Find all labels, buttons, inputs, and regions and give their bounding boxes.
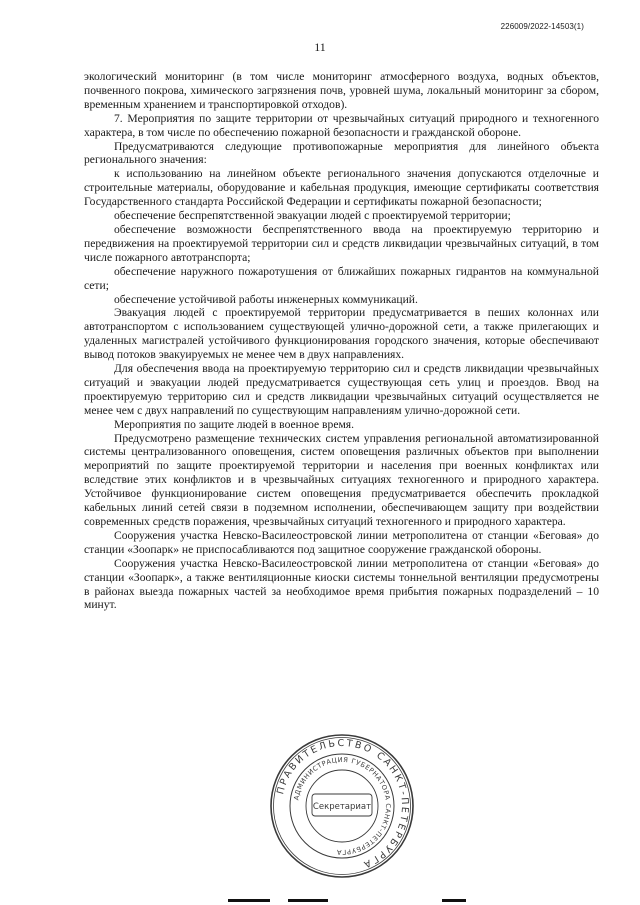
page-number: 11 <box>314 40 326 54</box>
paragraph: Для обеспечения ввода на проектируемую территорию сил и средств ликвидации чрезвычайных ситуаций и эвакуации людей предусматривается существующая сеть улиц и проездов. Ввод на проектируемую территорию сил и средств ликвидации чрезвычайных ситуаций осуществляется не менее чем с двух направлений по существующим направлениям улично-дорожной сети. <box>84 362 599 417</box>
paragraph: Предусмотрено размещение технических систем управления региональной автоматизированной системы централизованного оповещения, систем оповещения различных объектов при выполнении мероприятий по защите проектируемой территории и населения при военных конфликтах или вследствие этих конфликтов и в чрезвычайных ситуациях техногенного и природного характера. Устойчивое функционирование систем оповещения предусматривается обеспечить прокладкой кабельных линий сетей связи в подземном исполнении, обеспечивающем защиту при воздействии современных средств поражения, чрезвычайных ситуаций техногенного и природного характера. <box>84 431 599 528</box>
seal-inner-text: АДМИНИСТРАЦИЯ ГУБЕРНАТОРА САНКТ-ПЕТЕРБУРГА <box>292 755 393 857</box>
paragraph: Мероприятия по защите людей в военное время. <box>114 417 355 431</box>
paragraph: Эвакуация людей с проектируемой территории предусматривается в пеших колоннах или автотранспортом с использованием существующей улично-дорожной сети, а также прилегающих и удаленных магистралей устойчивого функционирования городского значения, которые обеспечивают вывод потоков эвакуируемых не менее чем в двух направлениях. <box>84 306 599 362</box>
seal-outer-text: ПРАВИТЕЛЬСТВО САНКТ-ПЕТЕРБУРГА <box>275 737 411 871</box>
seal-center-text: Секретариат <box>312 802 372 812</box>
paragraph: к использованию на линейном объекте регионального значения допускаются отделочные и строительные материалы, оборудование и кабельная продукция, имеющие сертификаты соответствия Государственного стандарта Российской Федерации и сертификаты пожарной безопасности; <box>84 167 599 209</box>
paragraph: экологический мониторинг (в том числе мониторинг атмосферного воздуха, водных объектов, почвенного покрова, химического загрязнения почв, уровней шума, локальный мониторинг за сбором, временным хранением и транспортировкой отходов). <box>84 70 599 111</box>
paragraph: обеспечение наружного пожаротушения от ближайших пожарных гидрантов на коммунальной сети; <box>84 264 599 292</box>
document-body <box>84 70 599 612</box>
paragraph: Предусматриваются следующие противопожарные мероприятия для линейного объекта регионального значения: <box>84 139 599 167</box>
document-id: 226009/2022-14503(1) <box>500 22 584 31</box>
paragraph: 7. Мероприятия по защите территории от чрезвычайных ситуаций природного и техногенного характера, в том числе по обеспечению пожарной безопасности и гражданской обороне. <box>84 111 599 139</box>
paragraph: обеспечение устойчивой работы инженерных коммуникаций. <box>114 292 418 306</box>
paragraph: обеспечение возможности беспрепятственного ввода на проектируемую территорию и передвижения на проектируемой территории сил и средств ликвидации чрезвычайных ситуаций, в том числе пожарного автотранспорта; <box>84 222 599 264</box>
paragraph: Сооружения участка Невско-Василеостровской линии метрополитена от станции «Беговая» до станции «Зоопарк» не приспосабливаются под защитное сооружение гражданской обороны. <box>84 528 599 556</box>
paragraph: Сооружения участка Невско-Василеостровской линии метрополитена от станции «Беговая» до станции «Зоопарк», а также вентиляционные киоски системы тоннельной вентиляции предусмотрены в районах выезда пожарных частей за необходимое время прибытия пожарных подразделений – 10 минут. <box>84 556 599 612</box>
paragraph: обеспечение беспрепятственной эвакуации людей с проектируемой территории; <box>114 209 511 223</box>
official-seal-stamp <box>268 732 416 880</box>
scan-edge-bars <box>0 896 640 905</box>
